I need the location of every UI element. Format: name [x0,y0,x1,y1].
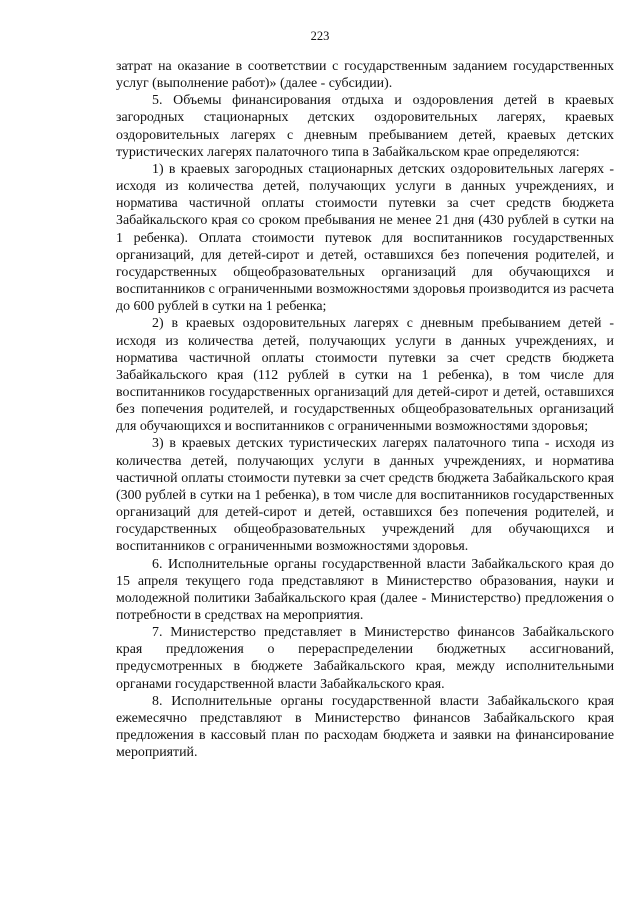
document-body [116,58,614,761]
paragraph-5-3-tent-camps: 3) в краевых детских туристических лагерях палаточного типа - исходя из количества детей, получающих услуги в данных учреждениях, и норматива частичной оплаты стоимости путевки за счет средств бюджета Забайкальского края (300 рублей в сутки на 1 ребенка), в том числе для воспитанников государственных организаций для детей-сирот и детей, оставшихся без попечения родителей, и государственных общеобразовательных учреждений для обучающихся и воспитанников с ограниченными возможностями здоровья. [116,436,614,555]
page-number: 223 [310,29,330,43]
paragraph-8-cash-plan: 8. Исполнительные органы государственной власти Забайкальского края ежемесячно представляют в Министерство финансов Забайкальского края предложения в кассовый план по расходам бюджета и заявки на финансирование мероприятий. [116,693,614,761]
paragraph-5-1-country-camps: 1) в краевых загородных стационарных детских оздоровительных лагерях - исходя из количества детей, получающих услуги в данных учреждениях, и норматива частичной оплаты стоимости путевки за счет средств бюджета Забайкальского края со сроком пребывания не менее 21 дня (430 рублей в сутки на 1 ребенка). Оплата стоимости путевок для воспитанников государственных организаций, для детей-сирот и детей, оставшихся без попечения родителей, и государственных общеобразовательных организаций для обучающихся и воспитанников с ограниченными возможностями здоровья производится из расчета до 600 рублей в сутки на 1 ребенка; [116,161,614,315]
paragraph-5-2-day-camps: 2) в краевых оздоровительных лагерях с дневным пребыванием детей - исходя из количества детей, получающих услуги в данных учреждениях, и норматива частичной оплаты стоимости путевки за счет средств бюджета Забайкальского края (112 рублей в сутки на 1 ребенка), в том числе для воспитанников государственных организаций для детей-сирот и детей, оставшихся без попечения родителей, и государственных общеобразовательных организаций для обучающихся и воспитанников с ограниченными возможностями здоровья; [116,316,614,435]
paragraph-subsidies-end: затрат на оказание в соответствии с государственным заданием государственных услуг (выполнение работ)» (далее - субсидии). [116,59,614,92]
paragraph-5-financing-volumes: 5. Объемы финансирования отдыха и оздоровления детей в краевых загородных стационарных детских оздоровительных лагерях, краевых оздоровительных лагерях с дневным пребыванием детей, краевых детских туристических лагерях палаточного типа в Забайкальском крае определяются: [116,93,614,160]
paragraph-7-redistribution: 7. Министерство представляет в Министерство финансов Забайкальского края предложения о перераспределении бюджетных ассигнований, предусмотренных в бюджете Забайкальского края, между исполнительными органами государственной власти Забайкальского края. [116,625,614,692]
paragraph-6-proposals: 6. Исполнительные органы государственной власти Забайкальского края до 15 апреля текущего года представляют в Министерство образования, науки и молодежной политики Забайкальского края (далее - Министерство) предложения о потребности в средствах на мероприятия. [116,556,614,623]
